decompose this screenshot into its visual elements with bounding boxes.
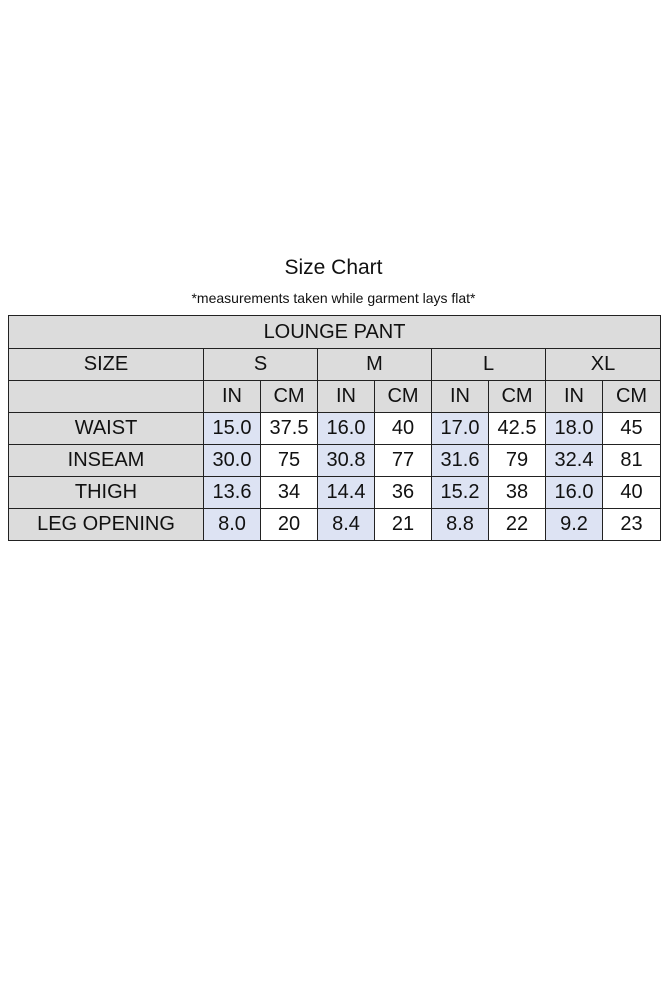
size-xl: XL <box>546 349 661 381</box>
row-label: THIGH <box>9 477 204 509</box>
measure-cell: 21 <box>375 509 432 541</box>
measure-cell: 8.4 <box>318 509 375 541</box>
measure-cell: 23 <box>603 509 661 541</box>
measure-cell: 37.5 <box>261 413 318 445</box>
product-row <box>9 316 661 349</box>
measure-cell: 81 <box>603 445 661 477</box>
unit-header: CM <box>261 381 318 413</box>
measure-cell: 45 <box>603 413 661 445</box>
row-label: LEG OPENING <box>9 509 204 541</box>
measure-cell: 42.5 <box>489 413 546 445</box>
measure-cell: 16.0 <box>546 477 603 509</box>
unit-header: IN <box>204 381 261 413</box>
row-label: INSEAM <box>9 445 204 477</box>
unit-header: IN <box>546 381 603 413</box>
measure-cell: 79 <box>489 445 546 477</box>
measure-cell: 16.0 <box>318 413 375 445</box>
size-m: M <box>318 349 432 381</box>
row-label: WAIST <box>9 413 204 445</box>
size-s: S <box>204 349 318 381</box>
measure-cell: 22 <box>489 509 546 541</box>
measure-cell: 18.0 <box>546 413 603 445</box>
measure-cell: 38 <box>489 477 546 509</box>
table-row-thigh <box>9 477 661 509</box>
table-row-waist <box>9 413 661 445</box>
unit-header: CM <box>603 381 661 413</box>
measurement-note: *measurements taken while garment lays flat* <box>191 290 476 306</box>
measure-cell: 34 <box>261 477 318 509</box>
unit-header-row <box>9 381 661 413</box>
measure-cell: 30.0 <box>204 445 261 477</box>
size-label: SIZE <box>9 349 204 381</box>
table-row-leg-opening <box>9 509 661 541</box>
product-name: LOUNGE PANT <box>9 316 661 349</box>
unit-header: IN <box>318 381 375 413</box>
unit-header: IN <box>432 381 489 413</box>
size-table <box>8 315 661 541</box>
unit-header: CM <box>375 381 432 413</box>
measure-cell: 36 <box>375 477 432 509</box>
size-header-row <box>9 349 661 381</box>
measure-cell: 15.0 <box>204 413 261 445</box>
measure-cell: 17.0 <box>432 413 489 445</box>
measure-cell: 14.4 <box>318 477 375 509</box>
measure-cell: 77 <box>375 445 432 477</box>
measure-cell: 75 <box>261 445 318 477</box>
measure-cell: 9.2 <box>546 509 603 541</box>
measure-cell: 15.2 <box>432 477 489 509</box>
unit-header: CM <box>489 381 546 413</box>
measure-cell: 8.8 <box>432 509 489 541</box>
measure-cell: 20 <box>261 509 318 541</box>
size-l: L <box>432 349 546 381</box>
measure-cell: 32.4 <box>546 445 603 477</box>
measure-cell: 40 <box>375 413 432 445</box>
chart-title: Size Chart <box>284 256 383 279</box>
measure-cell: 30.8 <box>318 445 375 477</box>
measure-cell: 40 <box>603 477 661 509</box>
table-row-inseam <box>9 445 661 477</box>
measure-cell: 8.0 <box>204 509 261 541</box>
measure-cell: 31.6 <box>432 445 489 477</box>
unit-header-blank <box>9 381 204 413</box>
measure-cell: 13.6 <box>204 477 261 509</box>
